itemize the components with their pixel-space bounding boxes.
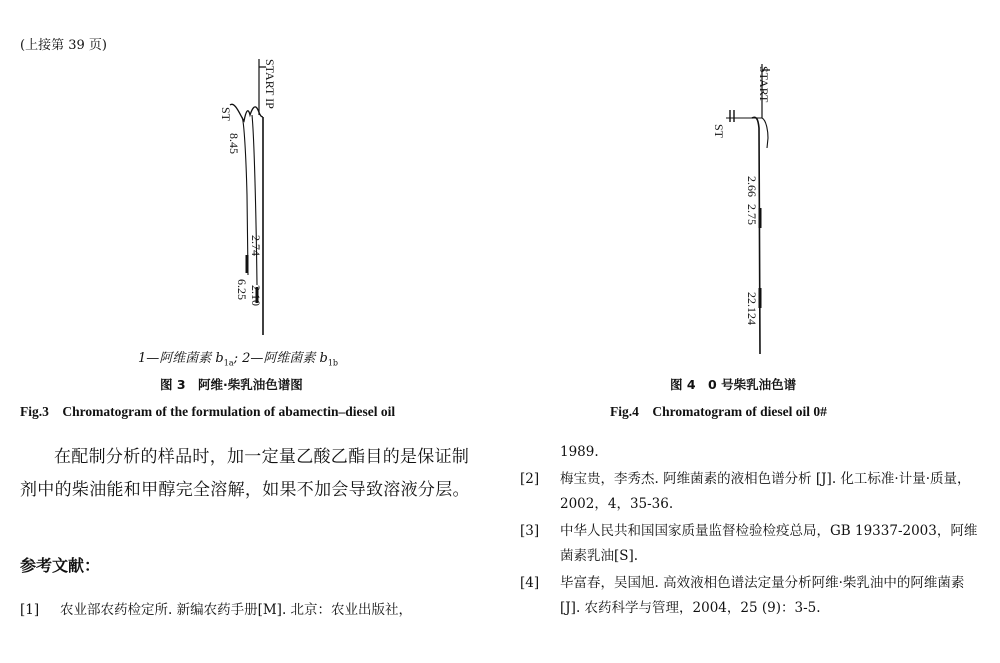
fig3-label-210: 2.10: [249, 285, 263, 306]
reference-2: [520, 467, 980, 517]
reference-3: [520, 519, 980, 569]
reference-text: 农业部农药检定所. 新编农药手册[M]. 北京：农业出版社，: [60, 602, 413, 618]
reference-number: [3]: [520, 523, 540, 539]
fig3-legend-part1: 1—阿维菌素 b: [138, 351, 224, 366]
fig3-label-274: 2.74: [249, 235, 263, 256]
fig4-caption-cn: 图 4 0 号柴乳油色谱: [670, 377, 797, 392]
fig3-label-625: 6.25: [235, 279, 249, 300]
fig3-legend-sub2: 1b: [327, 358, 339, 368]
fig4-label-275: 2.75: [745, 204, 759, 225]
fig3-legend-part2: ; 2—阿维菌素 b: [233, 351, 328, 366]
fig3-legend-sub1: 1a: [223, 358, 234, 368]
fig4-caption-en: Fig.4 Chromatogram of diesel oil 0#: [610, 404, 827, 419]
fig3-label-st: ST: [219, 107, 233, 122]
fig3-caption-cn: 图 3 阿维·柴乳油色谱图: [160, 377, 303, 392]
fig3-label-845: 8.45: [227, 133, 241, 154]
references-heading: 参考文献：: [20, 556, 101, 575]
fig4-label-st: ST: [712, 124, 726, 139]
fig4-chromatogram: [700, 58, 800, 358]
reference-4: [520, 571, 980, 621]
reference-number: [1]: [20, 602, 40, 618]
fig3-label-start: START IP: [263, 59, 277, 109]
fig3-caption-en: Fig.3 Chromatogram of the formulation of abamectin–diesel oil: [20, 404, 396, 419]
reference-number: [4]: [520, 575, 540, 591]
fig3-chromatogram: [200, 55, 310, 345]
fig4-label-start: START: [757, 66, 771, 103]
body-paragraph: 在配制分析的样品时，加一定量乙酸乙酯目的是保证制剂中的柴油能和甲醇完全溶解，如果不加会导致溶液分层。: [20, 447, 470, 500]
reference-text: 中华人民共和国国家质量监督检验检疫总局，GB 19337-2003，阿维菌素乳油[S].: [560, 523, 978, 564]
fig3-legend: [138, 347, 338, 368]
fig4-label-266: 2.66: [745, 176, 759, 197]
reference-text: 毕富春，吴国旭. 高效液相色谱法定量分析阿维·柴乳油中的阿维菌素[J]. 农药科学与管理，2004，25 (9)：3-5.: [560, 575, 965, 616]
reference-number: [2]: [520, 471, 540, 487]
reference-1: [20, 598, 490, 623]
reference-text: 梅宝贵，李秀杰. 阿维菌素的液相色谱分析 [J]. 化工标准·计量·质量，2002，4，35-36.: [560, 471, 971, 512]
reference-1-continuation: 1989.: [560, 444, 599, 460]
fig4-label-22124: 22.124: [745, 292, 759, 325]
continuation-note: (上接第 39 页): [20, 38, 107, 53]
